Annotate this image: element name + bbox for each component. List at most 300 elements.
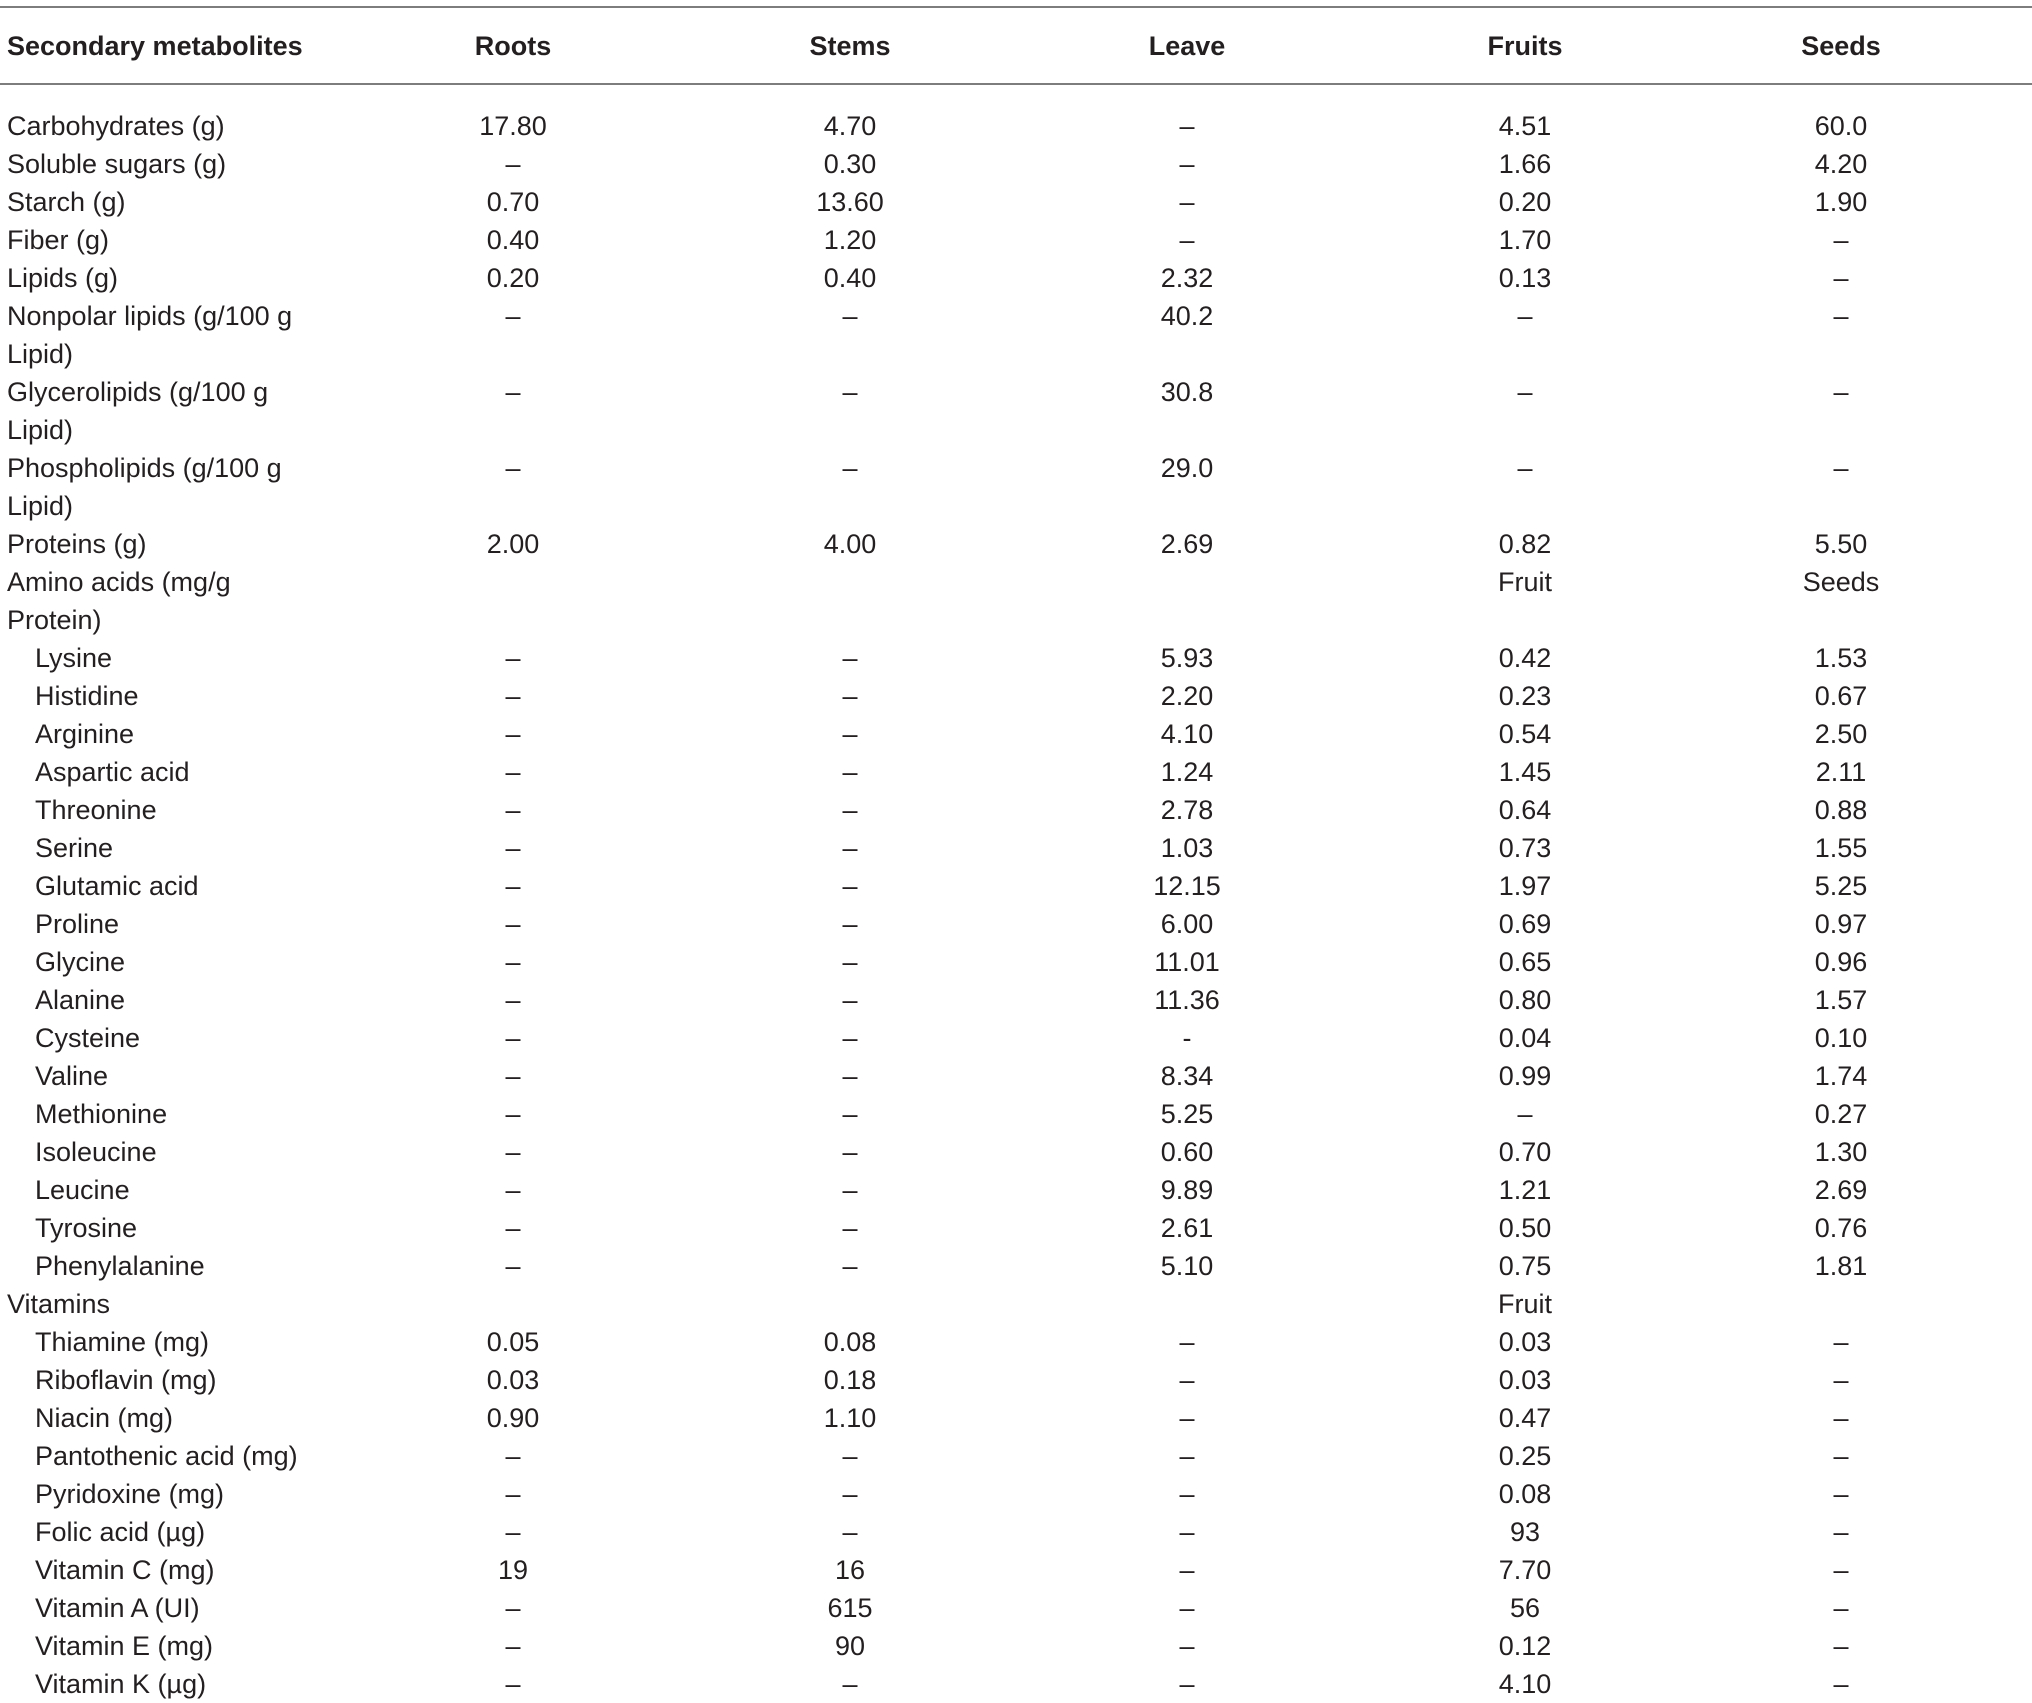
row-label: [0, 1171, 300, 1209]
row-label-line: Leucine: [35, 1175, 130, 1205]
cell-seeds: –: [1833, 1593, 1849, 1623]
cell-stems: –: [842, 1213, 858, 1243]
row-label: [0, 297, 300, 373]
cell-roots: 0.20: [486, 263, 540, 293]
row-label-line: Methionine: [35, 1099, 168, 1129]
cell-fruits: 0.80: [1498, 985, 1552, 1015]
table-row: [0, 791, 2032, 829]
cell-leave: –: [1179, 1593, 1195, 1623]
cell-stems: –: [842, 643, 858, 673]
row-label-line: Threonine: [35, 795, 157, 825]
cell-leave: –: [1179, 1365, 1195, 1395]
row-label: [0, 525, 300, 563]
row-label-line: Phospholipids (g/100 g: [7, 453, 282, 483]
cell-seeds: –: [1833, 1669, 1849, 1699]
row-label: [0, 1399, 300, 1437]
cell-fruits: 0.47: [1498, 1403, 1552, 1433]
row-label-line: Lipids (g): [7, 263, 119, 293]
body-top-spacer: [0, 94, 2032, 107]
table-row: [0, 639, 2032, 677]
cell-roots: –: [505, 1023, 521, 1053]
row-label: [0, 1247, 300, 1285]
table-row: [0, 1285, 2032, 1323]
cell-fruits: 1.97: [1498, 871, 1552, 901]
row-label: [0, 753, 300, 791]
cell-roots: 0.05: [486, 1327, 540, 1357]
row-label-line: Serine: [35, 833, 114, 863]
cell-fruits: 0.04: [1498, 1023, 1552, 1053]
cell-stems: 0.30: [823, 149, 877, 179]
cell-roots: –: [505, 1593, 521, 1623]
cell-fruits: 0.65: [1498, 947, 1552, 977]
table-row: [0, 1665, 2032, 1703]
row-label: [0, 905, 300, 943]
cell-leave: 11.36: [1154, 985, 1220, 1015]
cell-leave: 29.0: [1160, 453, 1214, 483]
cell-leave: –: [1179, 187, 1195, 217]
cell-fruits: 4.51: [1498, 111, 1552, 141]
cell-stems: –: [842, 1441, 858, 1471]
cell-leave: –: [1179, 1555, 1195, 1585]
cell-roots: –: [505, 1441, 521, 1471]
row-label-line: Tyrosine: [35, 1213, 138, 1243]
cell-roots: 0.40: [486, 225, 540, 255]
table-row: [0, 1437, 2032, 1475]
cell-seeds: –: [1833, 225, 1849, 255]
row-label: [0, 1285, 300, 1323]
cell-roots: –: [505, 985, 521, 1015]
cell-stems: –: [842, 985, 858, 1015]
table-row: [0, 525, 2032, 563]
cell-roots: 2.00: [486, 529, 540, 559]
cell-roots: –: [505, 795, 521, 825]
cell-seeds: –: [1833, 1631, 1849, 1661]
cell-roots: –: [505, 719, 521, 749]
cell-leave: –: [1179, 1669, 1195, 1699]
cell-leave: 0.60: [1160, 1137, 1214, 1167]
cell-roots: –: [505, 681, 521, 711]
cell-leave: 5.10: [1160, 1251, 1214, 1281]
cell-seeds: –: [1833, 263, 1849, 293]
cell-roots: –: [505, 1251, 521, 1281]
cell-leave: –: [1179, 225, 1195, 255]
row-label-line: Arginine: [35, 719, 135, 749]
cell-leave: 5.25: [1160, 1099, 1214, 1129]
cell-fruits: Fruit: [1498, 1289, 1552, 1319]
header-stems: Stems: [809, 31, 891, 61]
cell-stems: –: [842, 795, 858, 825]
cell-fruits: 0.08: [1498, 1479, 1552, 1509]
cell-roots: –: [505, 149, 521, 179]
row-label-line: Cysteine: [35, 1023, 141, 1053]
table-row: [0, 715, 2032, 753]
cell-seeds: –: [1833, 453, 1849, 483]
table-row: [0, 1513, 2032, 1551]
cell-leave: –: [1179, 1441, 1195, 1471]
row-label: [0, 1665, 300, 1703]
header-seeds: Seeds: [1801, 31, 1881, 61]
cell-stems: 1.10: [823, 1403, 877, 1433]
cell-roots: –: [505, 1631, 521, 1661]
table-row: [0, 1323, 2032, 1361]
cell-leave: –: [1179, 1479, 1195, 1509]
cell-seeds: 0.97: [1814, 909, 1868, 939]
cell-seeds: 4.20: [1814, 149, 1868, 179]
cell-leave: 2.78: [1160, 795, 1214, 825]
row-label: [0, 829, 300, 867]
cell-roots: –: [505, 1137, 521, 1167]
cell-fruits: 0.50: [1498, 1213, 1552, 1243]
row-label: [0, 1209, 300, 1247]
cell-roots: –: [505, 1517, 521, 1547]
table-row: [0, 1589, 2032, 1627]
cell-seeds: 1.53: [1814, 643, 1868, 673]
row-label: [0, 373, 300, 449]
row-label: [0, 1589, 300, 1627]
cell-stems: –: [842, 377, 858, 407]
cell-fruits: 1.66: [1498, 149, 1552, 179]
cell-fruits: 0.12: [1498, 1631, 1552, 1661]
cell-stems: –: [842, 871, 858, 901]
table-row: [0, 829, 2032, 867]
cell-seeds: –: [1833, 1517, 1849, 1547]
cell-stems: –: [842, 1137, 858, 1167]
cell-fruits: –: [1517, 377, 1533, 407]
cell-stems: –: [842, 719, 858, 749]
row-label-line: Amino acids (mg/g: [7, 567, 231, 597]
row-label: [0, 259, 300, 297]
table-row: [0, 981, 2032, 1019]
header-fruits: Fruits: [1487, 31, 1563, 61]
row-label: [0, 563, 300, 639]
cell-seeds: [1650, 1285, 2032, 1323]
cell-stems: –: [842, 1175, 858, 1205]
row-label: [0, 1361, 300, 1399]
cell-fruits: 0.64: [1498, 795, 1552, 825]
table-row: [0, 905, 2032, 943]
row-label-line: Phenylalanine: [35, 1251, 205, 1281]
row-label: [0, 1095, 300, 1133]
cell-stems: [726, 1285, 974, 1323]
cell-roots: –: [505, 377, 521, 407]
cell-seeds: –: [1833, 1327, 1849, 1357]
row-label: [0, 1057, 300, 1095]
table-row: [0, 1247, 2032, 1285]
cell-stems: –: [842, 757, 858, 787]
cell-leave: 2.20: [1160, 681, 1214, 711]
cell-fruits: 0.23: [1498, 681, 1552, 711]
cell-fruits: 93: [1509, 1517, 1541, 1547]
row-label: [0, 1513, 300, 1551]
cell-fruits: 1.70: [1498, 225, 1552, 255]
row-label: [0, 1019, 300, 1057]
cell-leave: 1.24: [1160, 757, 1214, 787]
row-label-line: Lipid): [7, 415, 74, 445]
cell-fruits: 4.10: [1498, 1669, 1552, 1699]
row-label-line: Carbohydrates (g): [7, 111, 225, 141]
cell-seeds: 1.30: [1814, 1137, 1868, 1167]
row-label: [0, 1475, 300, 1513]
row-label-line: Niacin (mg): [35, 1403, 174, 1433]
cell-stems: –: [842, 1517, 858, 1547]
cell-fruits: –: [1517, 453, 1533, 483]
cell-seeds: –: [1833, 1365, 1849, 1395]
table-row: [0, 373, 2032, 449]
cell-leave: –: [1179, 1631, 1195, 1661]
cell-roots: –: [505, 947, 521, 977]
table-row: [0, 1095, 2032, 1133]
cell-leave: 30.8: [1160, 377, 1214, 407]
header-row: [0, 0, 2032, 94]
row-label-line: Glycine: [35, 947, 126, 977]
table-row: [0, 1475, 2032, 1513]
row-label: [0, 1551, 300, 1589]
cell-roots: –: [505, 1061, 521, 1091]
cell-seeds: 5.50: [1814, 529, 1868, 559]
row-label: [0, 791, 300, 829]
cell-stems: –: [842, 833, 858, 863]
cell-leave: 40.2: [1160, 301, 1214, 331]
table-row: [0, 753, 2032, 791]
row-label: [0, 449, 300, 525]
row-label: [0, 981, 300, 1019]
row-label: [0, 145, 300, 183]
row-label-line: Vitamins: [7, 1289, 111, 1319]
cell-fruits: 0.69: [1498, 909, 1552, 939]
table-row: [0, 1209, 2032, 1247]
cell-fruits: Fruit: [1498, 567, 1552, 597]
cell-roots: –: [505, 1099, 521, 1129]
row-label-line: Pantothenic acid (mg): [35, 1441, 298, 1471]
cell-stems: –: [842, 681, 858, 711]
cell-seeds: –: [1833, 1441, 1849, 1471]
cell-seeds: Seeds: [1802, 567, 1880, 597]
cell-seeds: 0.10: [1814, 1023, 1868, 1053]
cell-roots: –: [505, 757, 521, 787]
cell-seeds: 0.76: [1814, 1213, 1868, 1243]
cell-leave: 9.89: [1160, 1175, 1214, 1205]
row-label-line: Pyridoxine (mg): [35, 1479, 225, 1509]
row-label-line: Proteins (g): [7, 529, 147, 559]
row-label: [0, 1437, 300, 1475]
row-label-line: Starch (g): [7, 187, 126, 217]
cell-roots: –: [505, 1479, 521, 1509]
cell-fruits: 1.21: [1498, 1175, 1552, 1205]
cell-stems: [726, 563, 974, 639]
cell-leave: 6.00: [1160, 909, 1214, 939]
cell-roots: [300, 1285, 726, 1323]
table-row: [0, 107, 2032, 145]
cell-stems: –: [842, 453, 858, 483]
cell-roots: 0.70: [486, 187, 540, 217]
header-secondary-metabolites: Secondary metabolites: [7, 31, 303, 61]
cell-fruits: 0.82: [1498, 529, 1552, 559]
cell-stems: –: [842, 301, 858, 331]
cell-fruits: 56: [1509, 1593, 1541, 1623]
table-row: [0, 1171, 2032, 1209]
cell-leave: –: [1179, 1403, 1195, 1433]
cell-fruits: 0.20: [1498, 187, 1552, 217]
cell-stems: 0.08: [823, 1327, 877, 1357]
table-row: [0, 1627, 2032, 1665]
cell-seeds: 1.74: [1814, 1061, 1868, 1091]
cell-leave: 1.03: [1160, 833, 1214, 863]
cell-stems: –: [842, 1479, 858, 1509]
cell-roots: –: [505, 871, 521, 901]
cell-roots: –: [505, 1669, 521, 1699]
row-label-line: Valine: [35, 1061, 109, 1091]
cell-leave: –: [1179, 111, 1195, 141]
table-row: [0, 1019, 2032, 1057]
row-label: [0, 943, 300, 981]
cell-stems: –: [842, 1099, 858, 1129]
table-row: [0, 1057, 2032, 1095]
cell-seeds: 60.0: [1814, 111, 1868, 141]
cell-fruits: 0.42: [1498, 643, 1552, 673]
row-label-line: Isoleucine: [35, 1137, 157, 1167]
cell-roots: 0.90: [486, 1403, 540, 1433]
cell-fruits: 0.03: [1498, 1327, 1552, 1357]
row-label-line: Protein): [7, 605, 102, 635]
table-body: [0, 94, 2032, 1703]
cell-seeds: 1.90: [1814, 187, 1868, 217]
cell-leave: 4.10: [1160, 719, 1214, 749]
row-label: [0, 715, 300, 753]
row-label-line: Aspartic acid: [35, 757, 190, 787]
row-label-line: Vitamin A (UI): [35, 1593, 200, 1623]
cell-seeds: 0.67: [1814, 681, 1868, 711]
cell-leave: –: [1179, 1517, 1195, 1547]
row-label-line: Histidine: [35, 681, 139, 711]
cell-seeds: –: [1833, 1555, 1849, 1585]
row-label: [0, 1323, 300, 1361]
row-label-line: Alanine: [35, 985, 126, 1015]
cell-fruits: 0.03: [1498, 1365, 1552, 1395]
cell-seeds: 5.25: [1814, 871, 1868, 901]
table-row: [0, 1551, 2032, 1589]
cell-fruits: 0.99: [1498, 1061, 1552, 1091]
header-leave: Leave: [1148, 31, 1226, 61]
row-label-line: Folic acid (µg): [35, 1517, 206, 1547]
cell-fruits: 0.73: [1498, 833, 1552, 863]
table-row: [0, 221, 2032, 259]
row-label-line: Lipid): [7, 339, 74, 369]
row-label-line: Nonpolar lipids (g/100 g: [7, 301, 293, 331]
row-label-line: Glutamic acid: [35, 871, 199, 901]
cell-stems: 615: [827, 1593, 873, 1623]
cell-roots: –: [505, 1213, 521, 1243]
cell-stems: –: [842, 1061, 858, 1091]
cell-roots: –: [505, 301, 521, 331]
cell-roots: –: [505, 833, 521, 863]
row-label-line: Vitamin K (µg): [35, 1669, 207, 1699]
cell-seeds: –: [1833, 377, 1849, 407]
row-label-line: Fiber (g): [7, 225, 110, 255]
cell-seeds: 1.81: [1814, 1251, 1868, 1281]
header-roots: Roots: [474, 31, 552, 61]
table-row: [0, 297, 2032, 373]
cell-stems: 90: [834, 1631, 866, 1661]
cell-seeds: 1.55: [1814, 833, 1868, 863]
table-row: [0, 449, 2032, 525]
cell-stems: 16: [834, 1555, 866, 1585]
cell-seeds: 1.57: [1814, 985, 1868, 1015]
cell-fruits: –: [1517, 301, 1533, 331]
cell-leave: 8.34: [1160, 1061, 1214, 1091]
cell-leave: 12.15: [1153, 871, 1221, 901]
row-label: [0, 677, 300, 715]
cell-seeds: 2.50: [1814, 719, 1868, 749]
cell-fruits: 7.70: [1498, 1555, 1552, 1585]
table-row: [0, 183, 2032, 221]
cell-stems: –: [842, 909, 858, 939]
row-label: [0, 639, 300, 677]
cell-fruits: 0.25: [1498, 1441, 1552, 1471]
row-label: [0, 867, 300, 905]
cell-roots: 17.80: [479, 111, 547, 141]
cell-leave: –: [1179, 1327, 1195, 1357]
cell-seeds: 2.69: [1814, 1175, 1868, 1205]
cell-leave: [974, 1285, 1400, 1323]
cell-stems: –: [842, 947, 858, 977]
cell-roots: –: [505, 1175, 521, 1205]
cell-leave: –: [1179, 149, 1195, 179]
row-label: [0, 1133, 300, 1171]
cell-seeds: 2.11: [1815, 757, 1867, 787]
cell-seeds: 0.96: [1814, 947, 1868, 977]
table-row: [0, 563, 2032, 639]
cell-stems: –: [842, 1023, 858, 1053]
cell-roots: –: [505, 909, 521, 939]
table-header: [0, 0, 2032, 94]
cell-leave: 2.32: [1160, 263, 1214, 293]
cell-stems: 1.20: [823, 225, 877, 255]
row-label-line: Lipid): [7, 491, 74, 521]
cell-leave: 2.69: [1160, 529, 1214, 559]
cell-roots: –: [505, 453, 521, 483]
table-row: [0, 145, 2032, 183]
cell-stems: –: [842, 1251, 858, 1281]
row-label-line: Vitamin C (mg): [35, 1555, 215, 1585]
cell-fruits: 0.70: [1498, 1137, 1552, 1167]
table-row: [0, 259, 2032, 297]
cell-leave: [974, 563, 1400, 639]
cell-roots: 19: [497, 1555, 529, 1585]
cell-stems: 13.60: [816, 187, 884, 217]
cell-fruits: –: [1517, 1099, 1533, 1129]
row-label: [0, 221, 300, 259]
cell-seeds: –: [1833, 1479, 1849, 1509]
row-label-line: Riboflavin (mg): [35, 1365, 217, 1395]
cell-stems: 4.70: [823, 111, 877, 141]
cell-stems: 0.40: [823, 263, 877, 293]
row-label-line: Soluble sugars (g): [7, 149, 227, 179]
cell-stems: –: [842, 1669, 858, 1699]
cell-roots: [300, 563, 726, 639]
row-label-line: Vitamin E (mg): [35, 1631, 214, 1661]
cell-seeds: –: [1833, 1403, 1849, 1433]
cell-fruits: 0.13: [1498, 263, 1552, 293]
cell-leave: 5.93: [1160, 643, 1214, 673]
table-row: [0, 1399, 2032, 1437]
cell-fruits: 1.45: [1498, 757, 1552, 787]
row-label-line: Lysine: [35, 643, 113, 673]
table-row: [0, 1133, 2032, 1171]
row-label: [0, 183, 300, 221]
cell-stems: 0.18: [823, 1365, 877, 1395]
cell-fruits: 0.75: [1498, 1251, 1552, 1281]
cell-fruits: 0.54: [1498, 719, 1552, 749]
